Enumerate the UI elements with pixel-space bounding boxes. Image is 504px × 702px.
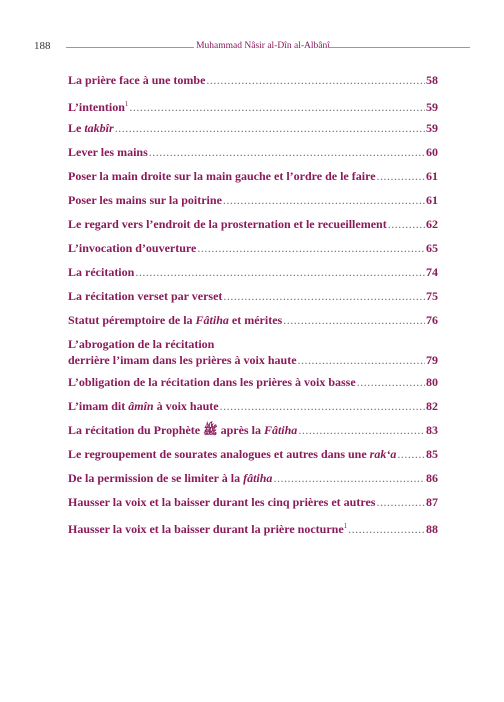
toc-entry-title	[68, 398, 219, 414]
toc-entry-page-number: 75	[426, 289, 438, 303]
toc-entry-page-number: 82	[426, 399, 438, 413]
toc-entry-title	[68, 240, 196, 256]
toc-entry-line	[68, 518, 438, 537]
toc-entry-line	[68, 288, 438, 304]
toc-entry-text: derrière l’imam dans les prières à voix haute	[68, 353, 297, 367]
dot-leader	[348, 521, 425, 537]
toc-entry-page-number: 61	[426, 193, 438, 207]
toc-entry-line	[68, 192, 438, 208]
toc-entry-text: L’imam dit	[68, 399, 129, 413]
toc-entry-line	[68, 240, 438, 256]
toc-entry-text: Le regroupement de sourates analogues et autres dans une	[68, 447, 370, 461]
toc-entry-page-number: 79	[426, 353, 438, 367]
toc-entry	[68, 168, 438, 184]
toc-entry	[68, 72, 438, 88]
dot-leader	[273, 470, 425, 486]
toc-entry-page-number: 87	[426, 495, 438, 509]
toc-entry-title	[68, 264, 134, 280]
toc-entry-text: Le regard vers l’endroit de la prosternation et le recueillement	[68, 217, 387, 231]
toc-entry-text: takbîr	[84, 121, 114, 135]
dot-leader	[376, 494, 425, 510]
toc-entry	[68, 518, 438, 537]
toc-entry-line	[68, 120, 438, 136]
toc-entry-text: Hausser la voix et la baisser durant les cinq prières et autres	[68, 495, 376, 509]
page-number: 188	[34, 40, 51, 52]
toc-entry	[68, 422, 438, 438]
toc-entry	[68, 144, 438, 160]
running-title: Muhammad Nâsir al-Dîn al-Albânî	[196, 41, 330, 51]
toc-entry-line	[68, 352, 438, 368]
toc-entry	[68, 240, 438, 256]
toc-entry-page-number: 60	[426, 145, 438, 159]
toc-entry	[68, 96, 438, 115]
toc-entry-text: Fâtiha	[263, 423, 298, 437]
toc-entry-line	[68, 168, 438, 184]
toc-entry-line	[68, 494, 438, 510]
toc-entry-title	[68, 72, 205, 88]
dot-leader	[298, 422, 425, 438]
toc-entry-text: Le	[68, 121, 85, 135]
toc-entry-text: Poser la main droite sur la main gauche et l’ordre de le faire	[68, 169, 376, 183]
dot-leader	[223, 192, 425, 208]
toc-entry	[68, 446, 438, 462]
toc-entry-page-number: 59	[426, 121, 438, 135]
toc-entry-text: La récitation verset par verset	[68, 289, 223, 303]
header-rule-left	[66, 47, 194, 48]
toc-entry-text: et mérites	[228, 313, 283, 327]
toc-entry-page-number: 65	[426, 241, 438, 255]
toc-entry-title	[68, 374, 356, 390]
toc-entry-page-number: 61	[426, 169, 438, 183]
toc-entry	[68, 288, 438, 304]
toc-entry-title	[68, 168, 376, 184]
dot-leader	[149, 144, 425, 160]
toc-entry	[68, 192, 438, 208]
toc-entry-page-number: 80	[426, 375, 438, 389]
toc-entry-text: Poser les mains sur la poitrine	[68, 193, 222, 207]
toc-entry-line	[68, 470, 438, 486]
dot-leader	[115, 120, 425, 136]
dot-leader	[388, 216, 425, 232]
toc-entry-line	[68, 216, 438, 232]
toc-entry	[68, 398, 438, 414]
page-header	[34, 40, 470, 54]
dot-leader	[129, 99, 425, 115]
toc-entry-page-number: 76	[426, 313, 438, 327]
toc-entry-text: La prière face à une tombe	[68, 73, 206, 87]
toc-entry-title	[68, 144, 148, 160]
dot-leader	[220, 398, 425, 414]
toc-entry-line	[68, 144, 438, 160]
toc-entry-text: Hausser la voix et la baisser durant la prière nocturne	[68, 522, 344, 536]
dot-leader	[206, 72, 425, 88]
toc-entry-line	[68, 312, 438, 328]
toc-entry-line	[68, 422, 438, 438]
toc-entry-line	[68, 264, 438, 280]
toc-entry-text: fâtiha	[243, 471, 273, 485]
toc-entry	[68, 216, 438, 232]
dot-leader	[135, 264, 425, 280]
toc-entry-title-first-line: L’abrogation de la récitation	[68, 337, 215, 351]
toc-entry-text: Lever les mains	[68, 145, 148, 159]
toc-entry	[68, 312, 438, 328]
footnote-marker: 1	[343, 522, 348, 530]
toc-entry-page-number: 62	[426, 217, 438, 231]
toc-entry-title	[68, 96, 128, 115]
toc-entry-line	[68, 398, 438, 414]
toc-entry-title	[68, 446, 396, 462]
toc-entry-title	[68, 494, 375, 510]
toc-entry	[68, 494, 438, 510]
toc-entry-text: L’intention	[68, 100, 125, 114]
toc-entry-text: L’invocation d’ouverture	[68, 241, 197, 255]
dot-leader	[397, 446, 425, 462]
toc-entry-page-number: 88	[426, 522, 438, 536]
toc-entry-page-number: 58	[426, 73, 438, 87]
toc-entry-title	[68, 352, 297, 368]
toc-entry-title	[68, 422, 297, 438]
toc-entry	[68, 120, 438, 136]
toc-entry-page-number: 85	[426, 447, 438, 461]
toc-entry-text: Statut péremptoire de la	[68, 313, 196, 327]
toc-entry-line	[68, 96, 438, 115]
toc-entry-text: La récitation	[68, 265, 135, 279]
toc-entry-line	[68, 72, 438, 88]
toc-entry-text: Fâtiha	[195, 313, 229, 327]
toc-entry-title	[68, 288, 222, 304]
toc-entry-title	[68, 312, 282, 328]
toc-entry-page-number: 74	[426, 265, 438, 279]
toc-entry-line	[68, 446, 438, 462]
dot-leader	[283, 312, 425, 328]
toc-entry-line	[68, 374, 438, 390]
toc-entry-title	[68, 470, 272, 486]
toc-entry	[68, 264, 438, 280]
toc-entry-text: à voix haute	[153, 399, 219, 413]
toc-entry-text: De la permission de se limiter à la	[68, 471, 244, 485]
toc-entry-title	[68, 120, 114, 136]
toc-entry-page-number: 86	[426, 471, 438, 485]
toc-entry-text: La récitation du Prophète ﷺ après la	[68, 423, 264, 437]
dot-leader	[377, 168, 425, 184]
toc-entry-title	[68, 192, 222, 208]
toc-entry-text: L’obligation de la récitation dans les prières à voix basse	[68, 375, 356, 389]
toc-entry-title	[68, 518, 347, 537]
footnote-marker: 1	[124, 100, 129, 108]
dot-leader	[223, 288, 425, 304]
toc-entry-text: âmîn	[128, 399, 154, 413]
toc-entry	[68, 374, 438, 390]
toc-entry	[68, 336, 438, 368]
toc-entry	[68, 470, 438, 486]
toc-entry-page-number: 83	[426, 423, 438, 437]
dot-leader	[197, 240, 425, 256]
header-rule-right	[328, 47, 470, 48]
toc-entry-text: rak‘a	[369, 447, 397, 461]
dot-leader	[298, 352, 425, 368]
dot-leader	[357, 374, 425, 390]
toc-entry-page-number: 59	[426, 100, 438, 114]
toc-entry-title	[68, 216, 387, 232]
